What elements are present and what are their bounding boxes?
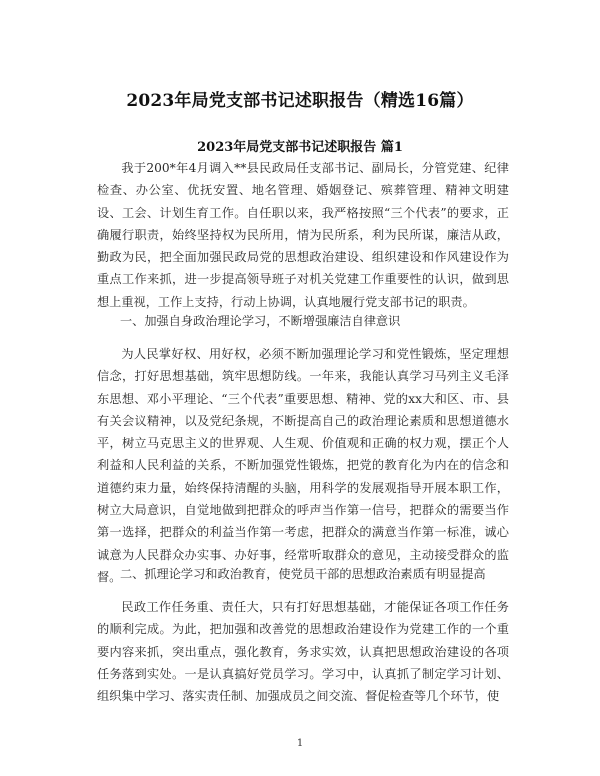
- heading-2: 二、抓理论学习和政治教育，使党员干部的思想政治素质有明显提高: [120, 567, 486, 581]
- paragraph-3: 民政工作任务重、责任大，只有打好思想基础，才能保证各项工作任务的顺利完成。为此，把加强和改善党的思想政治建设作为党建工作的一个重要内容来抓，突出重点，强化教育，务求实效，认真把思想政治建设的各项任务落到实处。一是认真搞好党员学习。学习中，认真抓了制定学习计划、组织集中学习、落实责任制、加强成员之间交流、督促检查等几个环节，使: [97, 600, 509, 704]
- document-title: 2023年局党支部书记述职报告（精选16篇）: [126, 91, 474, 111]
- heading-1: 一、加强自身政治理论学习，不断增强廉洁自律意识: [120, 314, 401, 328]
- section-title: 2023年局党支部书记述职报告 篇1: [197, 140, 403, 155]
- paragraph-2: 为人民掌好权、用好权，必须不断加强理论学习和党性锻炼，坚定理想信念，打好思想基础，筑牢思想防线。一年来，我能认真学习马列主义毛泽东思想、邓小平理论、“三个代表”重要思想、精神、党的xx大和区、市、县有关会议精神，以及党纪条规，不断提高自己的政治理论素质和思想道德水平，树立马克思主义的世界观、人生观、价值观和正确的权力观，摆正个人利益和人民利益的关系，不断加强党性锻炼，把党的教育化为内在的信念和道德约束力量，始终保持清醒的头脑，用科学的发展观指导开展本职工作，树立大局意识，自觉地做到把群众的呼声当作第一信号，把群众的需要当作第一选择，把群众的利益当作第一考虑，把群众的满意当作第一标准，诚心诚意为人民群众办实事、办好事，经常听取群众的意见，主动接受群众的监督。: [97, 347, 509, 584]
- paragraph-1: 我于200*年4月调入**县民政局任支部书记、副局长，分管党建、纪律检查、办公室、优抚安置、地名管理、婚姻登记、殡葬管理、精神文明建设、工会、计划生育工作。自任职以来，我严格按照“三个代表”的要求，正确履行职责，始终坚持权为民所用，情为民所系，利为民所谋，廉洁从政，勤政为民，把全面加强民政局党的思想政治建设、组织建设和作风建设作为重点工作来抓，进一步提高领导班子对机关党建工作重要性的认识，做到思想上重视，工作上支持，行动上协调，认真地履行党支部书记的职责。: [97, 161, 509, 309]
- page-number: 1: [296, 738, 304, 749]
